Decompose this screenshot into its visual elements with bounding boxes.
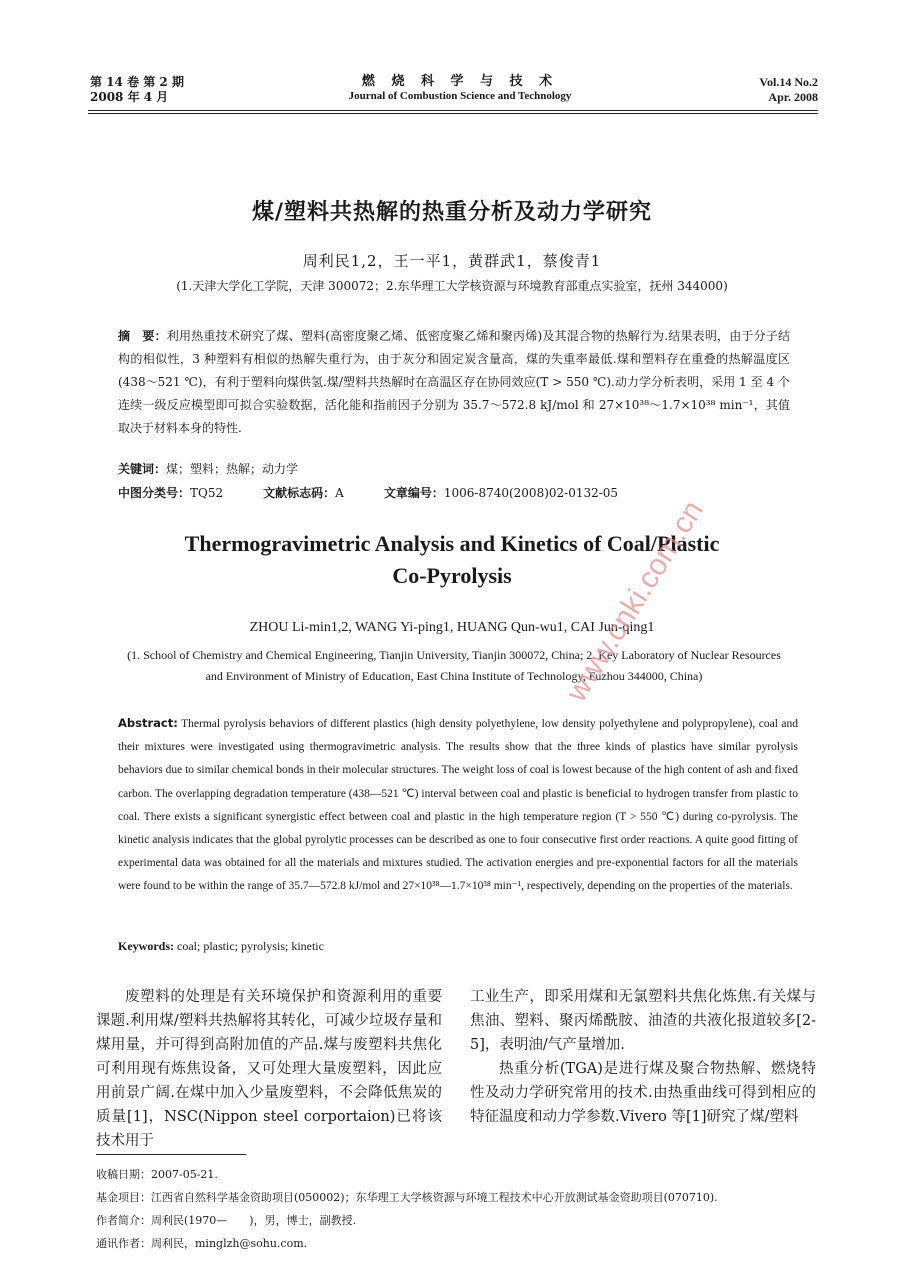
keywords-en-text: coal; plastic; pyrolysis; kinetic: [174, 939, 324, 953]
abstract-cn-text: 利用热重技术研究了煤、塑料(高密度聚乙烯、低密度聚乙烯和聚丙烯)及其混合物的热解行为.结果表明，由于分子结构的相似性，3 种塑料有相似的热解失重行为，由于灰分和固定炭含量高，煤的失重率最低.煤和塑料存在重叠的热解温度区(438～521 ℃)，有利于塑料向煤供氢.煤/塑料共热解时在高温区存在协同效应(T > 550 ℃).动力学分析表明，采用 1 至 4 个连续一级反应模型即可拟合实验数据，活化能和指前因子分别为 35.7～572.8 kJ/mol 和 27×10³⁸～1.7×10³⁸ min⁻¹，其值取决于材料本身的特性.: [118, 329, 790, 435]
clc-label: 中图分类号：: [118, 486, 191, 500]
keywords-en: [118, 939, 324, 954]
keywords-cn-text: 煤；塑料；热解；动力学: [166, 462, 299, 476]
journal-name-en: Journal of Combustion Science and Technology: [348, 90, 572, 102]
header-rule-bottom: [88, 113, 818, 114]
header-rule-top: [88, 110, 818, 111]
footnotes: [96, 1163, 718, 1255]
footnote-corresponding: 通讯作者：周利民，minglzh@sohu.com.: [96, 1237, 308, 1250]
journal-issue-en: [759, 75, 818, 105]
journal-issue-cn: [90, 75, 184, 105]
body-paragraph: 废塑料的处理是有关环境保护和资源利用的重要课题.利用煤/塑料共热解将其转化，可减少垃圾存量和煤用量，并可得到高附加值的产品.煤与废塑料共焦化可利用现有炼焦设备，又可处理大量废塑料，因此应用前景广阔.在煤中加入少量废塑料，不会降低焦炭的质量[1]，NSC(Nippon steel corportaion)已将该技术用于: [96, 989, 442, 1149]
affiliation-en: (1. School of Chemistry and Chemical Engineering, Tianjin University, Tianjin 300072, China; 2. Key Laboratory of Nuclear Resources and Environment of Ministry of Education, East China Institute of Technology, Fuzhou 344000, China): [127, 648, 781, 683]
authors-cn: [0, 250, 904, 271]
footnote-rule: [96, 1154, 246, 1155]
abstract-en-text: Thermal pyrolysis behaviors of different plastics (high density polyethylene, low density polyethylene and polypropylene), coal and their mixtures were investigated using thermogravimetric analysis. The results show that the three kinds of plastics have similar pyrolysis behaviors due to similar chemical bonds in their molecular structures. The weight loss of coal is lowest because of the high content of ash and fixed carbon. The overlapping degradation temperature (438—521 ℃) interval between coal and plastic is beneficial to hydrogen transfer from plastic to coal. There exists a significant synergistic effect between coal and plastic in the high temperature region (T > 550 ℃) during co-pyrolysis. The kinetic analysis indicates that the global pyrolytic processes can be described as one to four consecutive first order reactions. A quite good fitting of experimental data was obtained for all the materials and mixtures studied. The activation energies and pre-exponential factors for all the materials were found to be within the range of 35.7—572.8 kJ/mol and 27×10³⁸—1.7×10³⁸ min⁻¹, respectively, depending on the properties of the materials.: [118, 718, 798, 893]
body-paragraph: 热重分析(TGA)是进行煤及聚合物热解、燃烧特性及动力学研究常用的技术.由热重曲线可得到相应的特征温度和动力学参数.Vivero 等[1]研究了煤/塑料: [470, 1061, 816, 1125]
body-paragraph: 工业生产，即采用煤和无氯塑料共焦化炼焦.有关煤与焦油、塑料、聚丙烯酰胺、油渣的共液化报道较多[2-5]，表明油/气产量增加.: [470, 989, 816, 1053]
date-cn: 2008 年 4 月: [90, 90, 169, 104]
paper-title-cn: 煤/塑料共热解的热重分析及动力学研究: [251, 200, 653, 225]
body-column-right: [470, 985, 816, 1129]
abstract-cn: [118, 325, 790, 440]
authors-en: ZHOU Li-min1,2, WANG Yi-ping1, HUANG Qun-wu1, CAI Jun-qing1: [249, 620, 655, 635]
journal-name-cn: 燃 烧 科 学 与 技 术: [361, 74, 559, 89]
authors-cn-text: 周利民1,2，王一平1，黄群武1，蔡俊青1: [302, 252, 602, 270]
volume-number: Vol.14 No.2: [759, 75, 818, 89]
paper-title-en-line1: Thermogravimetric Analysis and Kinetics of Coal/Plastic: [184, 531, 720, 556]
paper-title-en: [0, 528, 904, 592]
date-en: Apr. 2008: [768, 90, 818, 104]
footnote-received: 收稿日期：2007-05-21.: [96, 1168, 218, 1181]
keywords-en-label: Keywords:: [118, 939, 174, 953]
keywords-cn: [118, 460, 298, 477]
affiliation-cn: (1.天津大学化工学院，天津 300072；2.东华理工大学核资源与环境教育部重点实验室，抚州 344000): [176, 279, 728, 293]
watermark: www.cnki.com.cn: [560, 494, 710, 708]
article-number-value: 1006-8740(2008)02-0132-05: [443, 486, 619, 500]
paper-title-en-line2: Co-Pyrolysis: [392, 563, 512, 588]
abstract-cn-label: 摘 要：: [118, 329, 167, 343]
journal-name: [290, 74, 630, 104]
body-column-left: [96, 985, 442, 1153]
article-number-label: 文章编号：: [383, 486, 444, 500]
footnote-fund: 基金项目：江西省自然科学基金资助项目(050002)；东华理工大学核资源与环境工程技术中心开放测试基金资助项目(070710).: [96, 1191, 718, 1204]
volume-issue: 第 14 卷 第 2 期: [90, 75, 184, 89]
abstract-en-label: Abstract:: [118, 716, 178, 730]
abstract-en: [118, 712, 798, 899]
doc-code-label: 文献标志码：: [263, 486, 336, 500]
footnote-author: 作者简介：周利民(1970— )，男，博士，副教授.: [96, 1214, 357, 1227]
classification-line: [118, 484, 618, 501]
doc-code-value: A: [335, 486, 344, 500]
keywords-cn-label: 关键词：: [118, 462, 167, 476]
clc-value: TQ52: [190, 486, 224, 500]
